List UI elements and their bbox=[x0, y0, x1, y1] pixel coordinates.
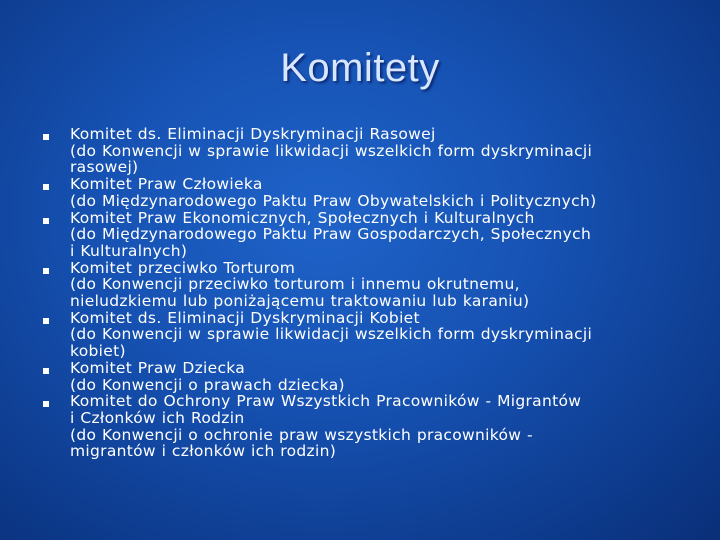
committee-item bbox=[40, 360, 700, 393]
committee-description-line: (do Konwencji o ochronie praw wszystkich pracowników - bbox=[70, 425, 533, 444]
square-bullet-icon bbox=[43, 401, 49, 407]
committee-description-line: (do Konwencji przeciwko torturom i innemu okrutnemu, bbox=[70, 275, 520, 294]
committee-description-line: rasowej) bbox=[70, 158, 139, 177]
committee-name: Komitet Praw Człowieka bbox=[70, 175, 263, 194]
square-bullet-icon bbox=[43, 318, 49, 324]
committee-description-line: (do Konwencji o prawach dziecka) bbox=[70, 375, 345, 394]
square-bullet-icon bbox=[43, 134, 49, 140]
committee-description-line: kobiet) bbox=[70, 342, 126, 361]
square-bullet-icon bbox=[43, 184, 49, 190]
committee-description-line: (do Konwencji w sprawie likwidacji wszelkich form dyskryminacji bbox=[70, 141, 593, 160]
committee-description-line: (do Konwencji w sprawie likwidacji wszelkich form dyskryminacji bbox=[70, 325, 593, 344]
square-bullet-icon bbox=[43, 218, 49, 224]
committee-name: Komitet Praw Ekonomicznych, Społecznych i Kulturalnych bbox=[70, 208, 535, 227]
square-bullet-icon bbox=[43, 368, 49, 374]
committee-name: Komitet przeciwko Torturom bbox=[70, 258, 296, 277]
committee-list bbox=[40, 126, 700, 460]
slide-title: Komitety bbox=[280, 46, 440, 90]
committee-description-line: nieludzkiemu lub poniżającemu traktowaniu lub karaniu) bbox=[70, 292, 530, 311]
committee-description-line: (do Międzynarodowego Paktu Praw Obywatelskich i Politycznych) bbox=[70, 191, 597, 210]
committee-description-line: migrantów i członków ich rodzin) bbox=[70, 442, 337, 461]
square-bullet-icon bbox=[43, 268, 49, 274]
committee-item bbox=[40, 310, 700, 360]
committee-name: Komitet ds. Eliminacji Dyskryminacji Kobiet bbox=[70, 308, 420, 327]
committee-name: Komitet do Ochrony Praw Wszystkich Pracowników - Migrantów bbox=[70, 392, 582, 411]
committee-item bbox=[40, 210, 700, 260]
committee-name: Komitet ds. Eliminacji Dyskryminacji Rasowej bbox=[70, 125, 436, 143]
committee-item bbox=[40, 393, 700, 460]
committee-item bbox=[40, 176, 700, 209]
committee-description-line: i Członków ich Rodzin bbox=[70, 408, 245, 427]
committee-item bbox=[40, 126, 700, 176]
committee-item bbox=[40, 260, 700, 310]
committee-name: Komitet Praw Dziecka bbox=[70, 358, 246, 377]
committee-description-line: (do Międzynarodowego Paktu Praw Gospodarczych, Społecznych bbox=[70, 225, 592, 244]
committee-description-line: i Kulturalnych) bbox=[70, 241, 188, 260]
